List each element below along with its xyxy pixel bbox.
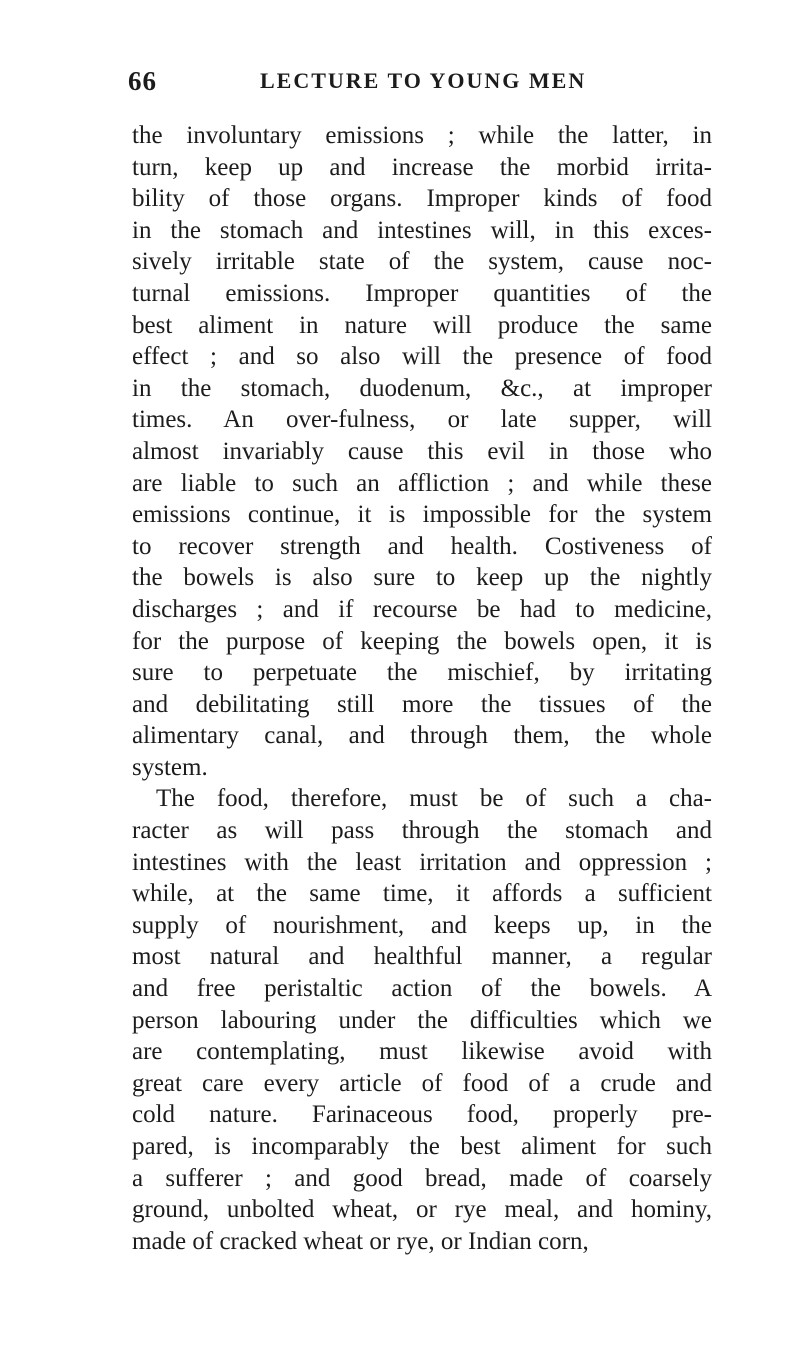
paragraph: [132, 783, 712, 1257]
text-line: in the stomach and intestines will, in this exces-: [132, 216, 712, 244]
text-line: alimentary canal, and through them, the whole: [132, 722, 712, 750]
text-line: for the purpose of keeping the bowels open, it is: [132, 627, 712, 655]
text-line: sure to perpetuate the mischief, by irritating: [132, 659, 712, 687]
text-line: in the stomach, duodenum, &c., at improper: [132, 374, 712, 402]
text-line: supply of nourishment, and keeps up, in the: [132, 911, 712, 939]
body-text: [132, 120, 712, 1257]
paragraph: [132, 120, 712, 783]
text-line: cold nature. Farinaceous food, properly pre-: [132, 1101, 712, 1129]
running-head-title: LECTURE TO YOUNG MEN: [260, 68, 587, 93]
text-line: turn, keep up and increase the morbid irrita-: [132, 153, 712, 181]
text-line: intestines with the least irritation and oppression ;: [132, 848, 712, 876]
text-line: The food, therefore, must be of such a cha-: [156, 785, 712, 813]
running-head: [128, 66, 708, 96]
text-line: made of cracked wheat or rye, or Indian corn,: [132, 1227, 589, 1255]
text-line: the bowels is also sure to keep up the nightly: [132, 564, 712, 592]
text-line: while, at the same time, it affords a sufficient: [132, 880, 712, 908]
text-line: emissions continue, it is impossible for the system: [132, 501, 712, 529]
text-line: effect ; and so also will the presence of food: [132, 343, 712, 371]
text-line: to recover strength and health. Costiveness of: [132, 532, 712, 560]
text-line: most natural and healthful manner, a regular: [132, 943, 712, 971]
text-line: bility of those organs. Improper kinds of food: [132, 185, 712, 213]
text-line: are contemplating, must likewise avoid with: [132, 1038, 712, 1066]
text-line: the involuntary emissions ; while the latter, in: [132, 122, 712, 149]
text-line: pared, is incomparably the best aliment for such: [132, 1133, 712, 1160]
text-line: racter as will pass through the stomach and: [132, 817, 712, 845]
text-line: ground, unbolted wheat, or rye meal, and hominy,: [132, 1196, 712, 1224]
text-line: almost invariably cause this evil in those who: [132, 437, 712, 465]
text-line: system.: [132, 753, 208, 781]
text-line: times. An over-fulness, or late supper, will: [132, 406, 712, 434]
text-line: a sufferer ; and good bread, made of coarsely: [132, 1164, 712, 1192]
text-line: discharges ; and if recourse be had to medicine,: [132, 595, 712, 623]
text-line: great care every article of food of a crude and: [132, 1069, 712, 1097]
text-line: person labouring under the difficulties which we: [132, 1006, 712, 1034]
text-line: are liable to such an affliction ; and while these: [132, 469, 712, 497]
page-number: 66: [128, 66, 157, 96]
text-line: turnal emissions. Improper quantities of the: [132, 279, 712, 307]
text-line: sively irritable state of the system, cause noc-: [132, 248, 712, 276]
text-line: and free peristaltic action of the bowels. A: [132, 975, 712, 1003]
text-line: and debilitating still more the tissues of the: [132, 690, 712, 718]
text-line: best aliment in nature will produce the same: [132, 311, 712, 339]
